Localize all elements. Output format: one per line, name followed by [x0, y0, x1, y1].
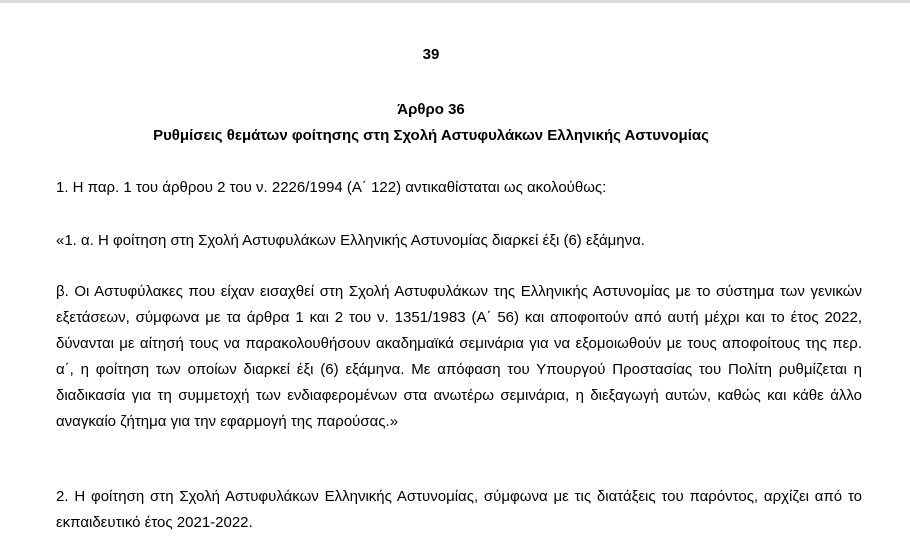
page-number: 39 — [422, 46, 440, 63]
paragraph-quote-beta: β. Οι Αστυφύλακες που είχαν εισαχθεί στη Σχολή Αστυφυλάκων της Ελληνικής Αστυνομίας με το σύστημα των γενικών εξετάσεων, σύμφωνα με τα άρθρα 1 και 2 του ν. 1351/1983 (Α΄ 56) και αποφοιτούν από αυτή μέχρι και το έτος 2022, δύνανται με αίτησή τους να παρακολουθήσουν ακαδημαϊκά σεμινάρια για να εξομοιωθούν με τους αποφοίτους της περ. α΄, η φοίτηση των οποίων διαρκεί έξι (6) εξάμηνα. Με απόφαση του Υπουργού Προστασίας του Πολίτη ρυθμίζεται η διαδικασία για τη συμμετοχή των ενδιαφερομένων στα ανωτέρω σεμινάρια, η διεξαγωγή αυτών, καθώς και κάθε άλλο αναγκαίο ζήτημα για την εφαρμογή της παρούσας.» — [56, 283, 862, 430]
window-top-edge — [0, 0, 910, 3]
article-number: Άρθρο 36 — [397, 101, 465, 118]
paragraph-1: 1. Η παρ. 1 του άρθρου 2 του ν. 2226/1994 (Α΄ 122) αντικαθίσταται ως ακολούθως: — [56, 179, 607, 196]
paragraph-2: 2. Η φοίτηση στη Σχολή Αστυφυλάκων Ελληνικής Αστυνομίας, σύμφωνα με τις διατάξεις του παρόντος, αρχίζει από το εκπαιδευτικό έτος 2021-2022. — [56, 488, 862, 531]
paragraph-quote-alpha: «1. α. Η φοίτηση στη Σχολή Αστυφυλάκων Ελληνικής Αστυνομίας διαρκεί έξι (6) εξάμηνα. — [56, 232, 645, 249]
article-title: Ρυθμίσεις θεμάτων φοίτησης στη Σχολή Αστυφυλάκων Ελληνικής Αστυνομίας — [153, 127, 709, 144]
